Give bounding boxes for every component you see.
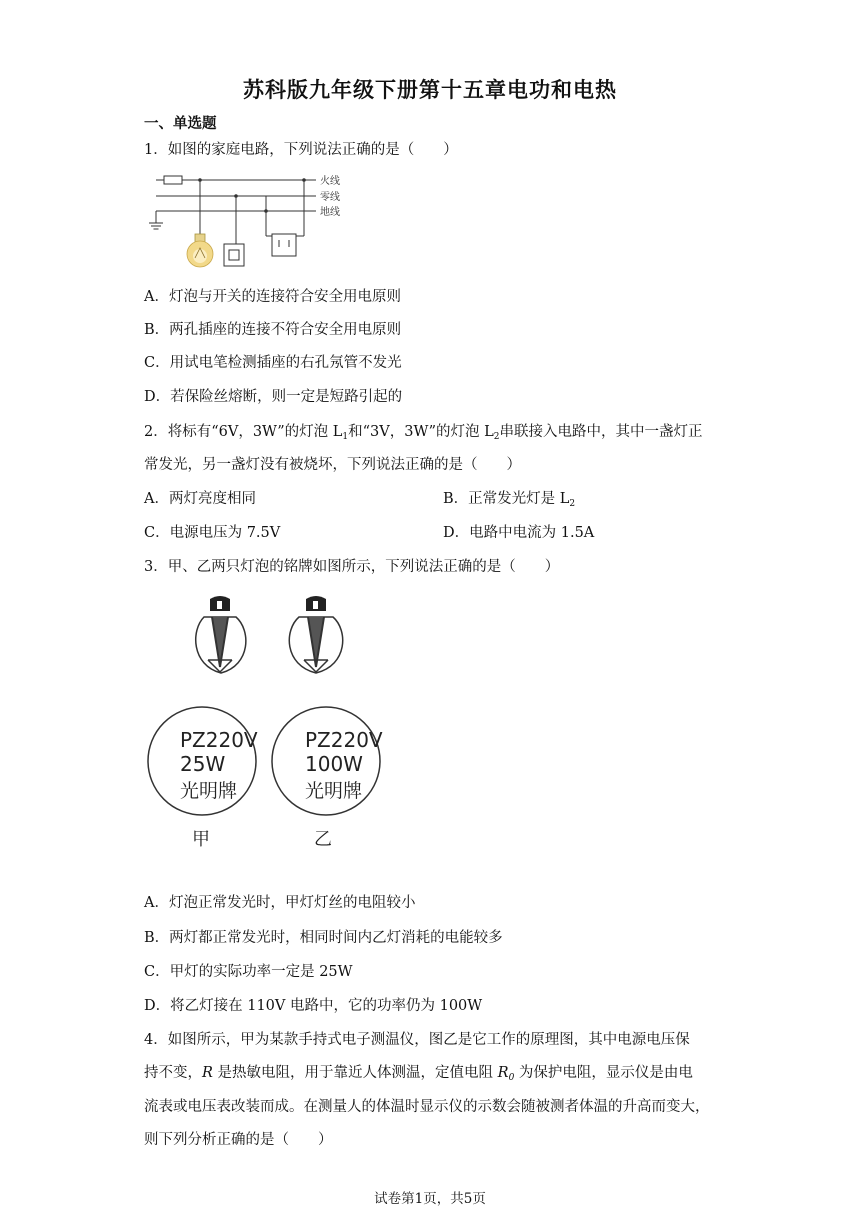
bulb-yi-icon [289, 596, 342, 673]
bulb-jia-icon [196, 596, 246, 673]
bulb-jia-brand: 光明牌 [180, 780, 238, 802]
bulb-yi-model: PZ220V [305, 728, 383, 752]
bulb-jia-power: 25W [180, 752, 226, 776]
q3-stem: 3．甲、乙两只灯泡的铭牌如图所示，下列说法正确的是（ ） [144, 559, 560, 575]
q2-option-c: C．电源电压为 7.5V [144, 525, 281, 541]
q2-option-a: A．两灯亮度相同 [144, 491, 256, 507]
q2-stem-line2: 常发光，另一盏灯没有被烧坏，下列说法正确的是（ ） [144, 457, 521, 473]
q2-option-b: B．正常发光灯是 $L_2$ [443, 491, 576, 509]
q1-option-d: D．若保险丝熔断，则一定是短路引起的 [144, 389, 403, 405]
q4-stem-line4: 则下列分析正确的是（ ） [144, 1132, 333, 1148]
q1-circuit-diagram [148, 168, 358, 272]
neutral-wire-label: 零线 [320, 192, 340, 203]
q4-stem-line2: 持不变，R 是热敏电阻，用于靠近人体测温，定值电阻 $R_0$ 为保护电阻，显示仪是由电 [144, 1065, 693, 1083]
q3-option-b: B．两灯都正常发光时，相同时间内乙灯消耗的电能较多 [144, 930, 503, 946]
bulb-jia-label: 甲 [192, 829, 210, 850]
section-heading: 一、单选题 [144, 116, 217, 132]
q1-option-a: A．灯泡与开关的连接符合安全用电原则 [144, 289, 401, 305]
bulb-yi-brand: 光明牌 [305, 780, 363, 802]
q1-option-c: C．用试电笔检测插座的右孔氖管不发光 [144, 355, 402, 371]
bulb-yi-label: 乙 [314, 829, 332, 850]
q1-stem: 1．如图的家庭电路，下列说法正确的是（ ） [144, 142, 458, 158]
q3-option-a: A．灯泡正常发光时，甲灯灯丝的电阻较小 [144, 895, 416, 911]
q1-option-b: B．两孔插座的连接不符合安全用电原则 [144, 322, 402, 338]
live-wire-label: 火线 [320, 176, 340, 187]
bulb-yi-power: 100W [305, 752, 363, 776]
q2-option-d: D．电路中电流为 1.5A [443, 525, 595, 541]
q3-option-c: C．甲灯的实际功率一定是 25W [144, 964, 353, 980]
q3-bulb-nameplates-figure [146, 585, 386, 855]
bulb-jia-model: PZ220V [180, 728, 258, 752]
q4-stem-line1: 4．如图所示，甲为某款手持式电子测温仪，图乙是它工作的原理图，其中电源电压保 [144, 1032, 690, 1048]
page-footer: 试卷第1页，共5页 [374, 1191, 486, 1207]
q2-stem-line1: 2．将标有“6V，3W”的灯泡 $L_1$和“3V，3W”的灯泡 $L_2$串联接入电路中，其中一盏灯正 [144, 424, 703, 442]
q4-stem-line3: 流表或电压表改装而成。在测量人的体温时显示仪的示数会随被测者体温的升高而变大， [144, 1099, 710, 1115]
q3-option-d: D．将乙灯接在 110V 电路中，它的功率仍为 100W [144, 998, 483, 1014]
ground-wire-label: 地线 [320, 207, 340, 218]
page-title: 苏科版九年级下册第十五章电功和电热 [243, 78, 617, 102]
